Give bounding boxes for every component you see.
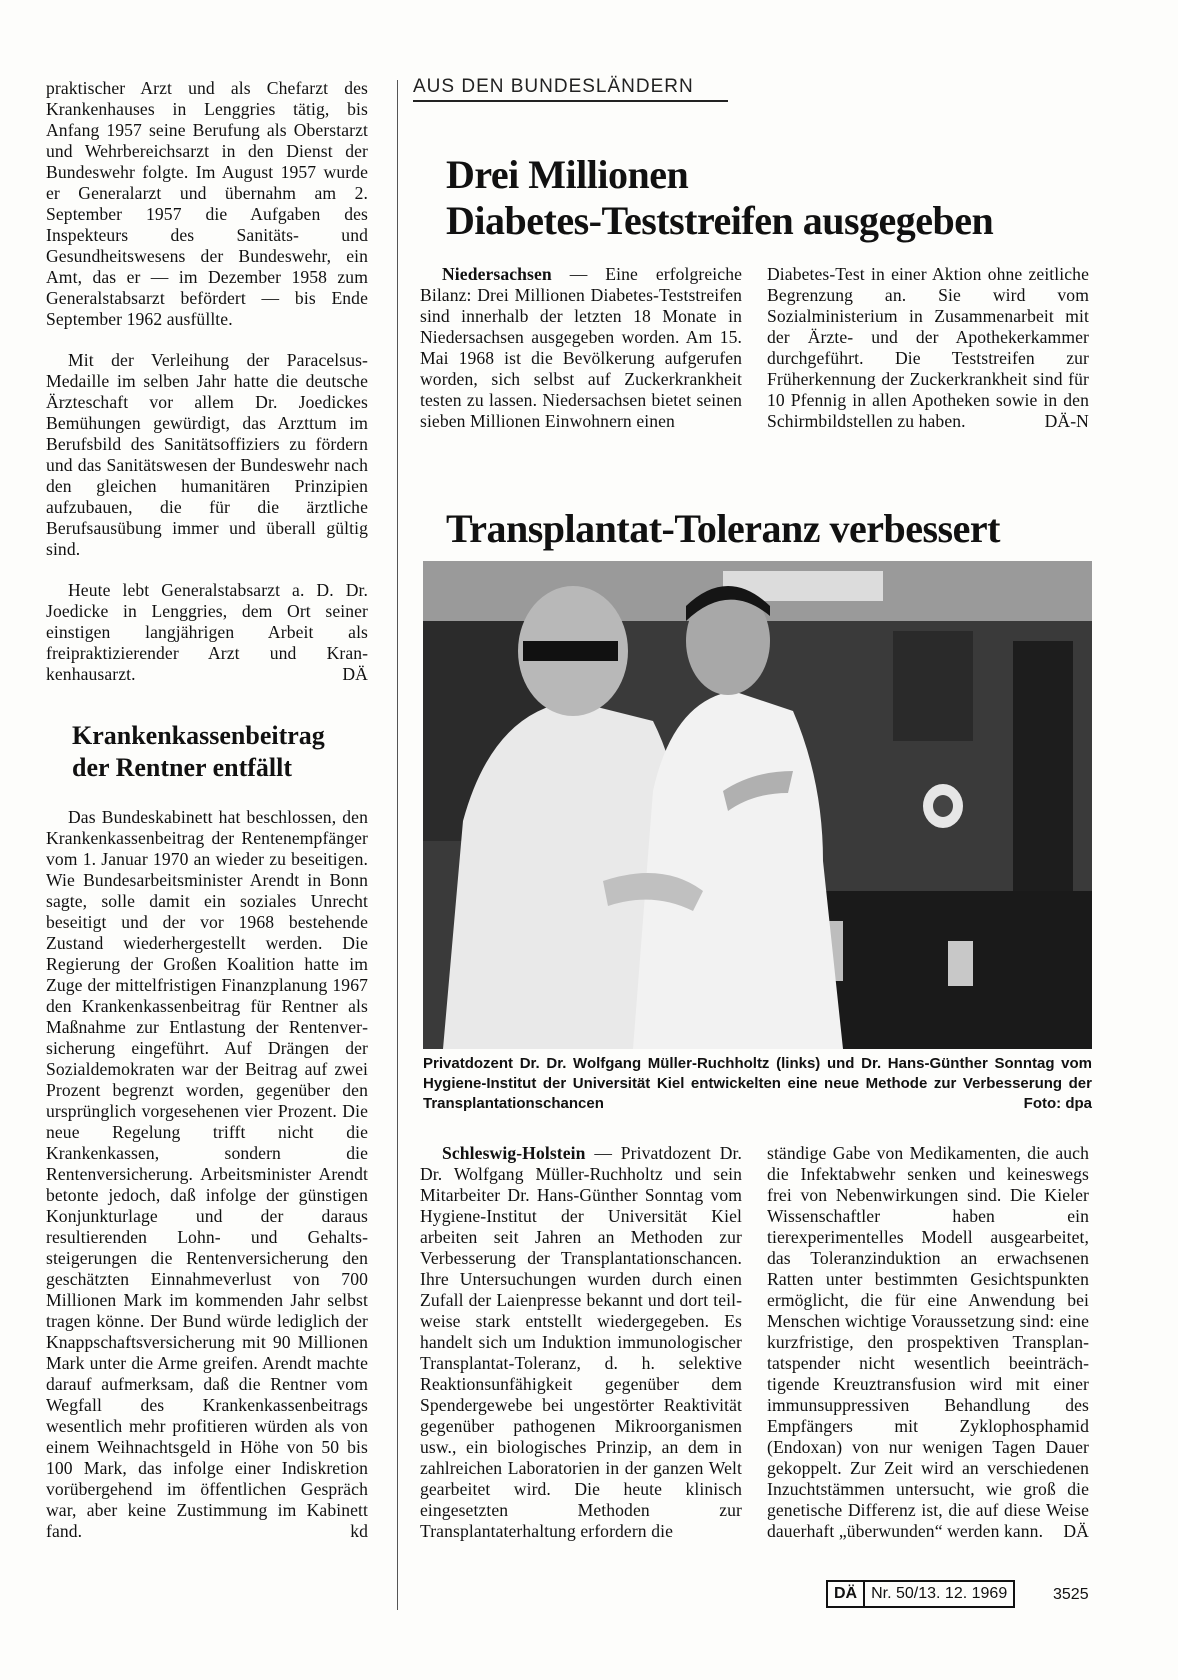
article-transplant-col1-text: — Privatdozent Dr. Dr. Wolfgang Müller-Ruchholtz und sein Mitarbeiter Dr. Hans-Günther Sonntag vom Hygiene-Institut der Universität Kiel arbeiten seit Jahren an Methoden zur Verbesserung der Transplantationschancen. Ihre Untersuchungen wurden durch einen Zufall der Laienpresse bekannt und dort teilweise stark entstellt wiedergegeben. Es handelt sich um Induktion immunologischer Transplantat-Toleranz, d. h. selektive Reaktionsunfähigkeit gegenüber dem Spendergewebe bei ungestörter Reaktivität gegenüber pathogenen Mikroorganismen usw., ein biologisches Prinzip, an dem in zahlreichen Laboratorien in der ganzen Welt gearbeitet wird. Die heute klinisch eingesetzten Methoden zur Transplantaterhaltung erfordern die — [420, 1143, 742, 1541]
article-diabetes-col2 — [767, 264, 1089, 432]
footer-brand: DÄ — [828, 1582, 865, 1606]
article-diabetes-place: Niedersachsen — [442, 264, 552, 284]
article-transplant-place: Schleswig-Holstein — [442, 1143, 586, 1163]
section-label: AUS DEN BUNDESLÄNDERN — [413, 76, 728, 102]
article-transplant-col2-text: ständige Gabe von Medikamenten, die auch die Infektabwehr senken und keineswegs frei von Nebenwirkungen sind. Die Kieler Wissenschaftler haben ein tierexperimentelles Modell ausgearbeitet, das Toleranzinduktion an erwachsenen Ratten unter bestimmten Gesichtspunkten ermöglicht, die für eine Anwendung bei Menschen wichtige Voraussetzung sind: eine kurzfristige, den prospektiven Transplantatspender nicht wesentlich beeinträchtigende Kreuztransfusion wird mit einer immunsuppressiven Behandlung des Empfängers mit Zyklophosphamid (Endoxan) von nur wenigen Tagen Dauer gekoppelt. Zur Zeit wird an verschiedenen Inzuchtstämmen untersucht, wie groß die genetische Differenz ist, die auf diese Weise dauerhaft „überwunden“ werden kann. — [767, 1143, 1089, 1541]
article-diabetes-col1 — [420, 264, 742, 432]
article-transplant-signature: DÄ — [1063, 1521, 1089, 1541]
article-transplant-col2 — [767, 1143, 1089, 1542]
article-transplant-headline — [446, 506, 1146, 552]
article-transplant-col1 — [420, 1143, 742, 1542]
article-rentner-headline-line1: Krankenkassenbeitrag — [72, 721, 325, 750]
closing-paragraph-text: Heute lebt Generalstabsarzt a. D. Dr. Joedicke in Lenggries, dem Ort seiner einstigen langjährigen Arbeit als freipraktizierender Arzt und Krankenhausarzt. — [46, 580, 368, 684]
article-diabetes-col1-text: — Eine erfolgreiche Bilanz: Drei Millionen Diabetes-Teststreifen sind innerhalb der letzten 18 Monate in Niedersachsen ausgegeben worden. Am 15. Mai 1968 ist die Bevölkerung aufgerufen worden, sich selbst auf Zuckerkrankheit testen zu lassen. Niedersachsen bietet seinen sieben Millionen Einwohnern einen — [420, 264, 742, 431]
article-diabetes-headline — [446, 152, 1146, 244]
footer-issue: Nr. 50/13. 12. 1969 — [871, 1585, 1008, 1602]
article-rentner-headline-line2: der Rentner entfällt — [72, 753, 292, 782]
paracelsus-paragraph: Mit der Verleihung der Paracelsus-Medaille im selben Jahr hatte die deutsche Ärzteschaft vor allem Dr. Joedickes Bemühungen gewürdigt, das Arzttum im Berufsbild des Sanitätsoffiziers zu fördern und das Sanitätswesen der Bundeswehr nach den gleichen humanitären Prinzipien aufzubauen, die für die ärztliche Berufsausübung immer und überall gültig sind. — [46, 350, 368, 559]
issue-box — [826, 1580, 1015, 1608]
article-diabetes-col2-text: Diabetes-Test in einer Aktion ohne zeitliche Begrenzung an. Sie wird vom Sozialministerium in Zusammenarbeit mit der Ärzte- und der Apothekerkammer durchgeführt. Die Teststreifen zur Früherkennung der Zuckerkrankheit sind für 10 Pfennig in allen Apotheken sowie in den Schirmbildstellen zu haben. — [767, 264, 1089, 431]
photo-caption-text: Privatdozent Dr. Dr. Wolfgang Müller-Ruchholtz (links) und Dr. Hans-Günther Sonntag vom Hygiene-Institut der Universität Kiel entwickelten eine neue Methode zur Verbesserung der Transplantationschancen — [423, 1055, 1092, 1112]
article-diabetes-headline-line2: Diabetes-Teststreifen ausgegeben — [446, 198, 994, 243]
column-divider — [397, 80, 398, 1610]
closing-paragraph — [46, 580, 368, 685]
page-number: 3525 — [1053, 1586, 1089, 1603]
article-transplant-headline-text: Transplantat-Toleranz verbessert — [446, 506, 1000, 551]
article-diabetes-headline-line1: Drei Millionen — [446, 152, 689, 197]
scientists-photo-illustration — [423, 561, 1092, 1049]
article-continuation-text: praktischer Arzt und als Chefarzt des Krankenhauses in Lenggries tätig, bis Anfang 1957 seine Berufung als Oberstarzt und Wehrbereichsarzt in den Dienst der Bundeswehr folgte. Im August 1957 wurde er Generalarzt und übernahm am 2. September 1957 die Aufgaben des Inspekteurs des Sanitäts- und Gesundheitswesens der Bundeswehr, ein Amt, das er — im Dezember 1958 zum Generalstabsarzt befördert — bis Ende September 1962 ausfüllte. — [46, 78, 368, 329]
article-rentner-signature: kd — [350, 1521, 368, 1541]
scientists-photo — [423, 561, 1092, 1049]
article-diabetes-signature: DÄ-N — [1044, 411, 1089, 431]
article-rentner-headline — [72, 720, 372, 784]
left-column — [46, 78, 368, 685]
article-rentner-text: Das Bundeskabinett hat beschlossen, den Krankenkassenbeitrag der Rentenempfänger vom 1. Januar 1970 an wieder zu beseitigen. Wie Bundesarbeitsminister Arendt in Bonn sagte, solle damit ein soziales Unrecht beseitigt und der vor 1968 bestehende Zustand wiederhergestellt werden. Die Regierung der Großen Koalition hatte im Zuge der mittelfristigen Finanzplanung 1967 den Krankenkassenbeitrag für Rentner als Maßnahme zur Entlastung der Rentenversicherung eingeführt. Auf Drängen der Sozialdemokraten war der Beitrag auf zwei Prozent begrenzt worden, gegenüber den ursprünglich vorgesehenen vier Prozent. Die neue Regelung trifft nicht die Krankenkassen, sondern die Rentenversicherung. Arbeitsminister Arendt betonte jedoch, daß infolge der günstigen Konjunkturlage und der daraus resultierenden Lohn- und Gehaltssteigerungen die Rentenversicherung den geschätzten Einnahmeverlust von 700 Millionen Mark im kommenden Jahr selbst tragen könne. Der Bund würde lediglich der Knappschaftsversicherung mit 90 Millionen Mark unter die Arme greifen. Arendt machte darauf aufmerksam, daß die Rentner vom Wegfall des Krankenkassenbeitrags wesentlich mehr profitieren würden als von einem Weihnachtsgeld in Höhe von 50 bis 100 Mark, das infolge einer Indiskretion vorübergehend im öffentlichen Gespräch war, aber keine Zustimmung im Kabinett fand. — [46, 807, 368, 1541]
article-rentner-body — [46, 807, 368, 1542]
photo-credit: Foto: dpa — [1023, 1095, 1092, 1112]
photo-caption — [423, 1054, 1092, 1114]
closing-signature: DÄ — [342, 664, 368, 684]
